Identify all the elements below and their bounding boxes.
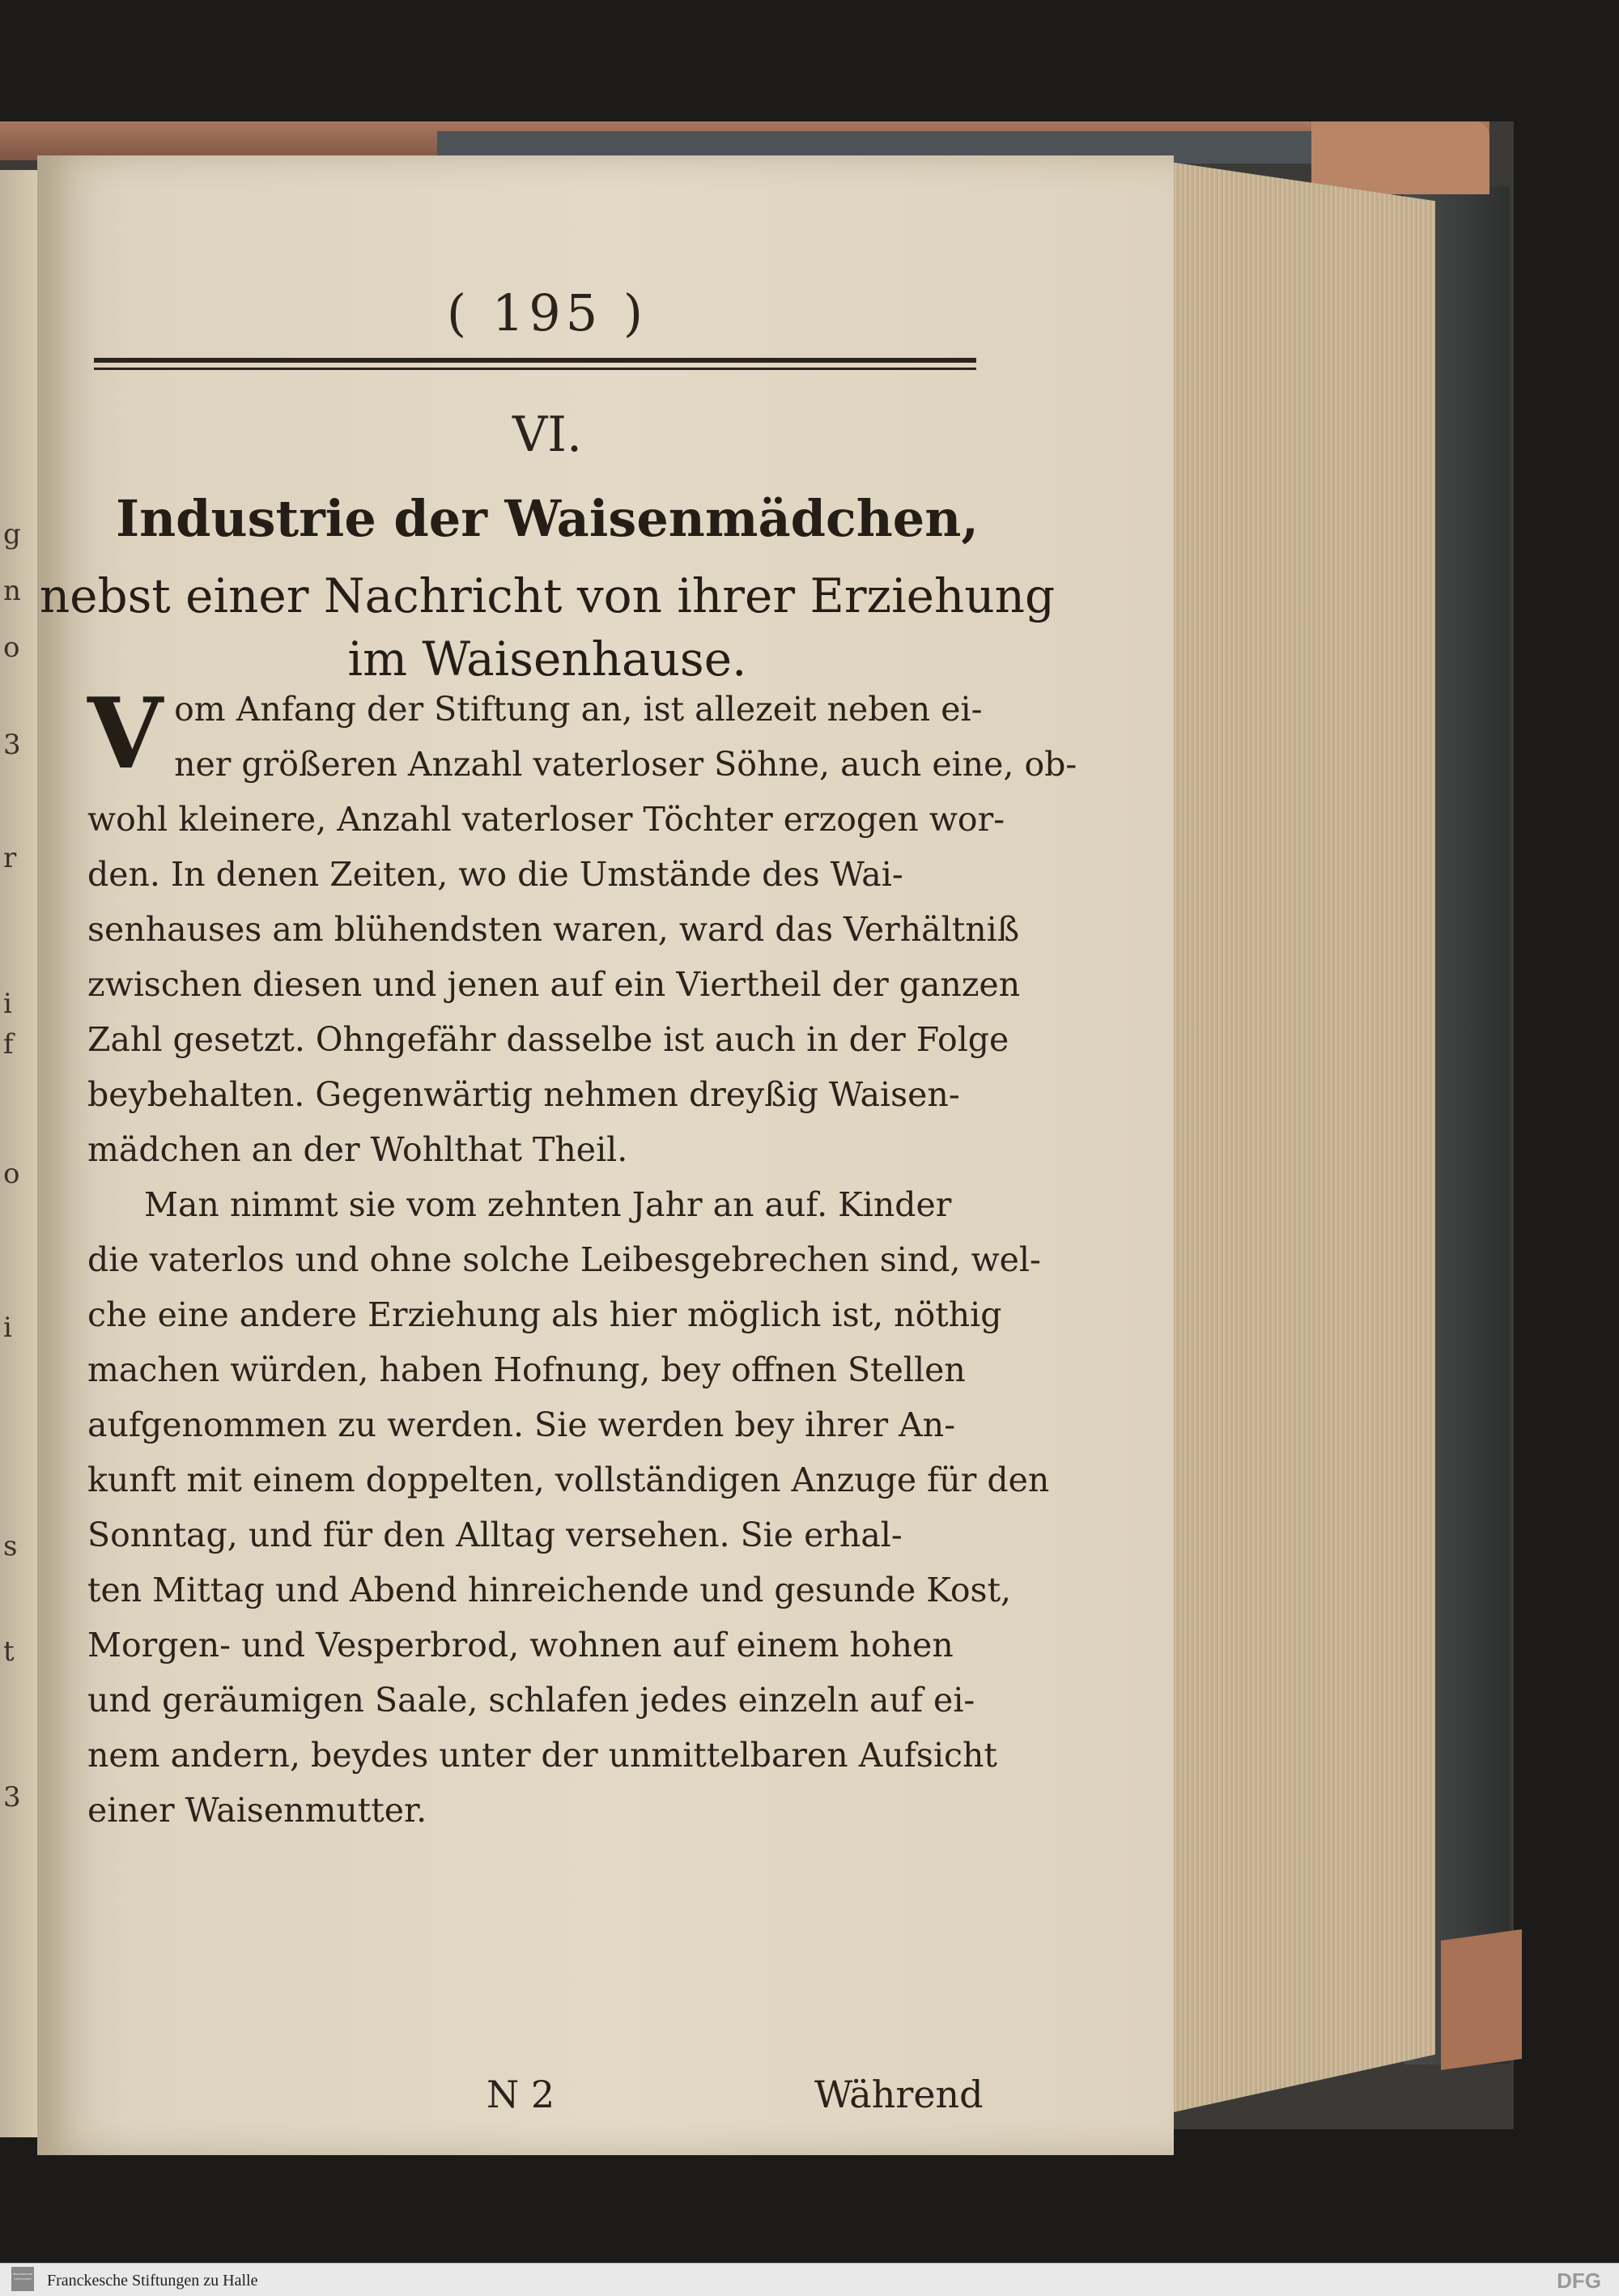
text-line: Morgen- und Vesperbrod, wohnen auf einem hohen xyxy=(87,1626,954,1665)
text-line: nem andern, beydes unter der unmittelbaren Aufsicht xyxy=(87,1736,997,1775)
institution-name: Franckesche Stiftungen zu Halle xyxy=(47,2272,258,2290)
chapter-title-line-1: Industrie der Waisenmädchen, xyxy=(116,489,979,548)
paragraph-2 xyxy=(87,1177,1050,1838)
header-rule-thin xyxy=(94,368,976,370)
text-line: wohl kleinere, Anzahl vaterloser Töchter erzogen wor- xyxy=(87,800,1005,839)
body-text xyxy=(87,677,1077,1838)
left-fragment: n xyxy=(3,575,21,607)
chapter-title-line-3: im Waisenhause. xyxy=(347,631,747,687)
institution-logo: FRANCKESCHE STIFTUNGEN xyxy=(11,2267,34,2291)
text-line: om Anfang der Stiftung an, ist allezeit neben ei- xyxy=(174,690,983,729)
page-edges xyxy=(1170,162,1435,2113)
chapter-title-line-2: nebst einer Nachricht von ihrer Erziehung xyxy=(39,568,1056,623)
text-line: machen würden, haben Hofnung, bey offnen Stellen xyxy=(87,1350,966,1389)
text-line: ner größeren Anzahl vaterloser Söhne, auch eine, ob- xyxy=(174,745,1077,784)
left-fragment: f xyxy=(3,1028,14,1061)
dfg-logo: DFG xyxy=(1557,2268,1601,2293)
left-fragment: o xyxy=(3,631,20,664)
left-fragment: 3 xyxy=(3,729,21,761)
text-line: senhauses am blühendsten waren, ward das Verhältniß xyxy=(87,910,1020,949)
viewer-footer-bar xyxy=(0,2263,1619,2296)
text-line: Sonntag, und für den Alltag versehen. Sie erhal- xyxy=(87,1516,903,1554)
left-fragment: 3 xyxy=(3,1781,21,1813)
left-fragment: o xyxy=(3,1158,20,1190)
left-fragment: r xyxy=(3,842,17,874)
page-number: ( 195 ) xyxy=(446,283,648,342)
header-rule-thick xyxy=(94,358,976,363)
text-line: beybehalten. Gegenwärtig nehmen dreyßig Waisen- xyxy=(87,1075,960,1114)
chapter-number: VI. xyxy=(512,406,583,463)
book-page xyxy=(37,155,1174,2155)
text-line: Zahl gesetzt. Ohngefähr dasselbe ist auch in der Folge xyxy=(87,1020,1009,1059)
text-line: che eine andere Erziehung als hier möglich ist, nöthig xyxy=(87,1295,1002,1334)
text-line: ten Mittag und Abend hinreichende und gesunde Kost, xyxy=(87,1571,1012,1609)
text-line: den. In denen Zeiten, wo die Umstände des Wai- xyxy=(87,855,903,894)
catchword: Während xyxy=(814,2073,984,2116)
left-fragment: t xyxy=(3,1635,15,1668)
drop-cap-initial: V xyxy=(87,677,164,791)
signature-mark: N 2 xyxy=(487,2073,555,2116)
text-line: die vaterlos und ohne solche Leibesgebrechen sind, wel- xyxy=(87,1240,1041,1279)
previous-page-sliver xyxy=(0,170,37,2137)
left-fragment: g xyxy=(3,518,21,551)
left-fragment: i xyxy=(3,1312,12,1344)
paragraph-1 xyxy=(87,677,1077,1177)
left-fragment: i xyxy=(3,988,12,1020)
text-line: zwischen diesen und jenen auf ein Viertheil der ganzen xyxy=(87,965,1021,1004)
text-line: aufgenommen zu werden. Sie werden bey ihrer An- xyxy=(87,1405,956,1444)
leather-corner-top xyxy=(1311,121,1489,194)
text-line: Man nimmt sie vom zehnten Jahr an auf. Kinder xyxy=(144,1185,952,1224)
left-fragment: s xyxy=(3,1530,18,1563)
text-line: kunft mit einem doppelten, vollständigen Anzuge für den xyxy=(87,1461,1050,1499)
text-line: mädchen an der Wohlthat Theil. xyxy=(87,1130,628,1169)
leather-corner-bottom xyxy=(1441,1929,1522,2070)
text-line: und geräumigen Saale, schlafen jedes einzeln auf ei- xyxy=(87,1681,975,1720)
text-line: einer Waisenmutter. xyxy=(87,1791,427,1830)
